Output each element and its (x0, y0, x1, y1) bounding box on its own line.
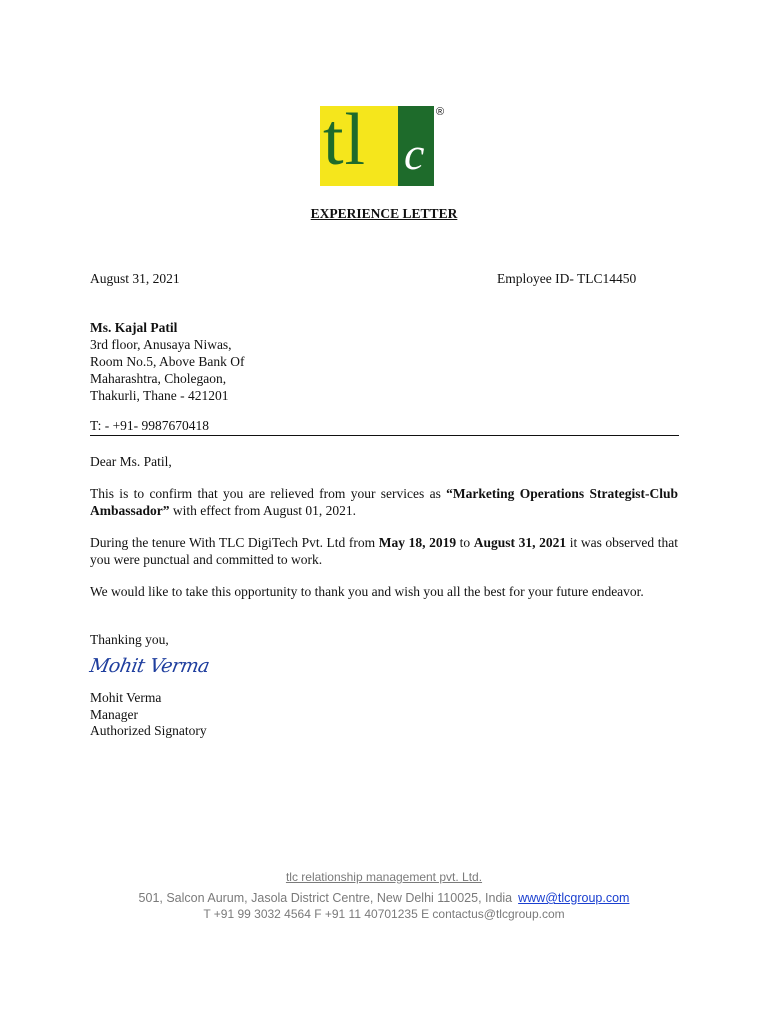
recipient-address-line: Maharashtra, Cholegaon, (90, 371, 227, 386)
employee-id: Employee ID- TLC14450 (497, 271, 637, 286)
letter-date: August 31, 2021 (90, 271, 180, 286)
recipient-address-line: Thakurli, Thane - 421201 (90, 388, 229, 403)
para1-text-after: with effect from August 01, 2021. (169, 502, 356, 518)
para1-text-before: This is to confirm that you are relieved from your services as (90, 486, 447, 501)
tenure-start-date: May 18, 2019 (378, 535, 457, 550)
para2-text-before: During the tenure With TLC DigiTech Pvt. Ltd from (90, 535, 379, 550)
handwritten-signature: Mohit Verma (88, 655, 211, 677)
recipient-address-line: Room No.5, Above Bank Of (90, 354, 245, 369)
recipient-phone: T: - +91- 9987670418 (90, 418, 210, 433)
footer-company-name: tlc relationship management pvt. Ltd. (285, 870, 483, 884)
recipient-address-line: 3rd floor, Anusaya Niwas, (90, 337, 232, 352)
signatory-name: Mohit Verma (90, 690, 162, 705)
para2-to: to (456, 535, 474, 550)
tlc-logo (320, 99, 436, 186)
para2-text-after: it was observed that you were punctual and committed to work. (90, 535, 678, 567)
logo-letter-c: c (404, 128, 425, 179)
footer-contact: T +91 99 3032 4564 F +91 11 40701235 E contactus@tlcgroup.com (203, 907, 565, 921)
divider-rule (90, 435, 679, 436)
closing: Thanking you, (90, 632, 169, 647)
paragraph-thanks: We would like to take this opportunity to thank you and wish you all the best for your future endeavor. (90, 584, 644, 599)
footer-website-link[interactable]: www@tlcgroup.com (518, 891, 630, 905)
paragraph-relieved (90, 486, 678, 519)
paragraph-tenure (90, 535, 678, 568)
letter-title: EXPERIENCE LETTER (310, 206, 458, 221)
role-title: “Marketing Operations Strategist-Club Ambassador” (90, 486, 678, 518)
logo-letters-tl: tl (323, 99, 367, 181)
signatory-designation: Manager (90, 707, 138, 722)
recipient-name: Ms. Kajal Patil (90, 320, 178, 335)
salutation: Dear Ms. Patil, (90, 454, 172, 469)
registered-mark-icon: ® (436, 106, 445, 118)
signatory-authority: Authorized Signatory (90, 723, 207, 738)
footer-address: 501, Salcon Aurum, Jasola District Centre, New Delhi 110025, India (138, 891, 513, 905)
tenure-end-date: August 31, 2021 (473, 535, 567, 550)
footer-address-line (0, 891, 768, 906)
